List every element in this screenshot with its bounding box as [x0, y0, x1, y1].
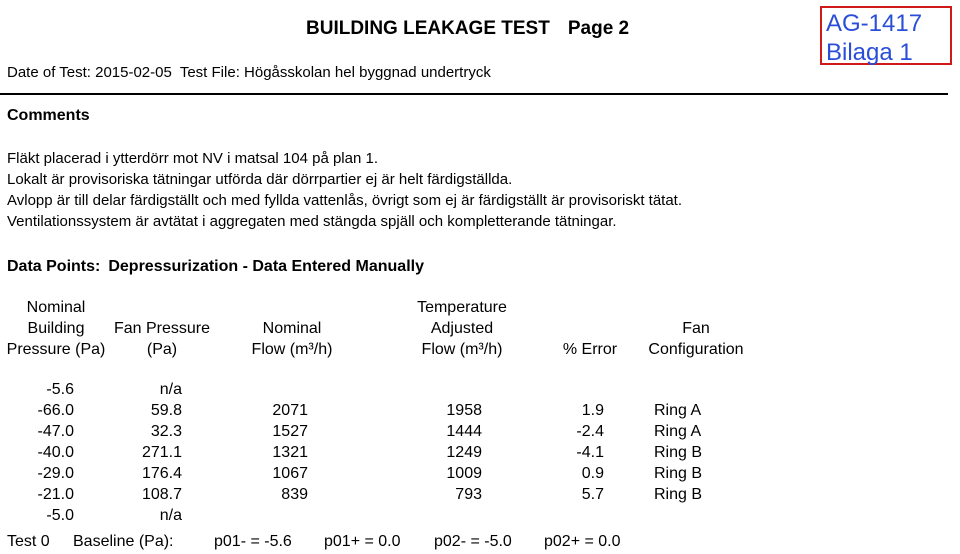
col-header-line: Temperature	[417, 299, 507, 316]
data-points-label: Data Points:	[7, 258, 101, 275]
cell-fan-pressure: 32.3	[150, 423, 182, 440]
cell-building-pressure: -66.0	[37, 402, 74, 419]
cell-building-pressure: -47.0	[37, 423, 74, 440]
cell-fan-config: Ring A	[654, 402, 702, 419]
cell-building-pressure: -29.0	[37, 465, 74, 482]
col-header-line: % Error	[562, 341, 618, 358]
col-header-line: Fan	[682, 320, 710, 337]
cell-fan-config: Ring B	[654, 465, 703, 482]
cell-fan-pressure: 108.7	[141, 486, 182, 503]
comment-line: Ventilationssystem är avtätat i aggregaten med stängda spjäll och kompletterande tätningar.	[7, 213, 617, 230]
col-header-line: Building	[27, 320, 85, 337]
comments-heading: Comments	[7, 107, 90, 124]
cell-error: 1.9	[581, 402, 604, 419]
baseline-p01-minus: p01- = -5.6	[214, 533, 292, 550]
baseline-label: Baseline (Pa):	[73, 533, 174, 550]
stamp-appendix: Bilaga 1	[826, 39, 913, 66]
cell-fan-pressure: 176.4	[141, 465, 182, 482]
col-header-nominal-flow	[236, 318, 348, 360]
test-file: Test File: Högåsskolan hel byggnad undertryck	[179, 64, 491, 81]
col-header-line: Configuration	[648, 341, 744, 358]
cell-building-pressure: -21.0	[37, 486, 74, 503]
cell-nominal-flow: 1527	[272, 423, 308, 440]
col-header-line: Flow (m³/h)	[421, 341, 503, 358]
col-header-fan-pressure	[104, 318, 220, 360]
col-header-line: Flow (m³/h)	[251, 341, 333, 358]
baseline-p02-plus: p02+ = 0.0	[544, 533, 621, 550]
cell-adjusted-flow: 1444	[446, 423, 482, 440]
cell-fan-config: Ring B	[654, 486, 703, 503]
col-header-line: Pressure (Pa)	[6, 341, 106, 358]
cell-adjusted-flow: 793	[455, 486, 482, 503]
cell-building-pressure: -40.0	[37, 444, 74, 461]
cell-building-pressure: -5.0	[46, 507, 74, 524]
comment-line: Fläkt placerad i ytterdörr mot NV i matsal 104 på plan 1.	[7, 150, 379, 167]
header-divider	[0, 93, 948, 95]
col-header-error	[552, 339, 628, 360]
col-header-line: Nominal	[262, 320, 322, 337]
cell-error: -4.1	[576, 444, 604, 461]
cell-adjusted-flow: 1009	[446, 465, 482, 482]
document-stamp	[820, 6, 952, 65]
cell-fan-pressure: 271.1	[141, 444, 182, 461]
cell-nominal-flow: 1067	[272, 465, 308, 482]
col-header-adjusted-flow	[404, 297, 520, 360]
col-header-line: Adjusted	[430, 320, 494, 337]
cell-adjusted-flow: 1958	[446, 402, 482, 419]
data-points-heading	[7, 258, 424, 276]
cell-nominal-flow: 839	[281, 486, 308, 503]
cell-nominal-flow: 1321	[272, 444, 308, 461]
cell-nominal-flow: 2071	[272, 402, 308, 419]
test-date: Date of Test: 2015-02-05	[7, 64, 172, 81]
cell-building-pressure: -5.6	[46, 381, 74, 398]
data-points-subtitle: Depressurization - Data Entered Manually	[108, 258, 424, 275]
cell-fan-pressure: n/a	[159, 507, 182, 524]
cell-fan-pressure: 59.8	[150, 402, 182, 419]
cell-error: 0.9	[581, 465, 604, 482]
baseline-line	[7, 533, 621, 551]
baseline-p02-minus: p02- = -5.0	[434, 533, 512, 550]
cell-fan-pressure: n/a	[159, 381, 182, 398]
col-header-line: (Pa)	[146, 341, 178, 358]
cell-error: 5.7	[581, 486, 604, 503]
page-number: Page 2	[567, 18, 630, 39]
comments-block	[7, 148, 682, 232]
test-info-line	[7, 64, 491, 81]
col-header-building-pressure	[0, 297, 112, 360]
comment-line: Avlopp är till delar färdigställt och med fyllda vattenlås, övrigt som ej är färdigställt är provisoriskt tätat.	[7, 192, 683, 209]
baseline-p01-plus: p01+ = 0.0	[324, 533, 401, 550]
cell-error: -2.4	[576, 423, 604, 440]
stamp-code: AG-1417	[826, 10, 923, 37]
col-header-line: Nominal	[26, 299, 86, 316]
baseline-test: Test 0	[7, 533, 50, 550]
col-header-fan-config	[636, 318, 756, 360]
cell-adjusted-flow: 1249	[446, 444, 482, 461]
title-text: BUILDING LEAKAGE TEST	[306, 18, 550, 39]
col-header-line: Fan Pressure	[113, 320, 211, 337]
cell-fan-config: Ring A	[654, 423, 702, 440]
cell-fan-config: Ring B	[654, 444, 703, 461]
comment-line: Lokalt är provisoriska tätningar utförda där dörrpartier ej är helt färdigställda.	[7, 171, 513, 188]
report-title	[306, 18, 629, 40]
